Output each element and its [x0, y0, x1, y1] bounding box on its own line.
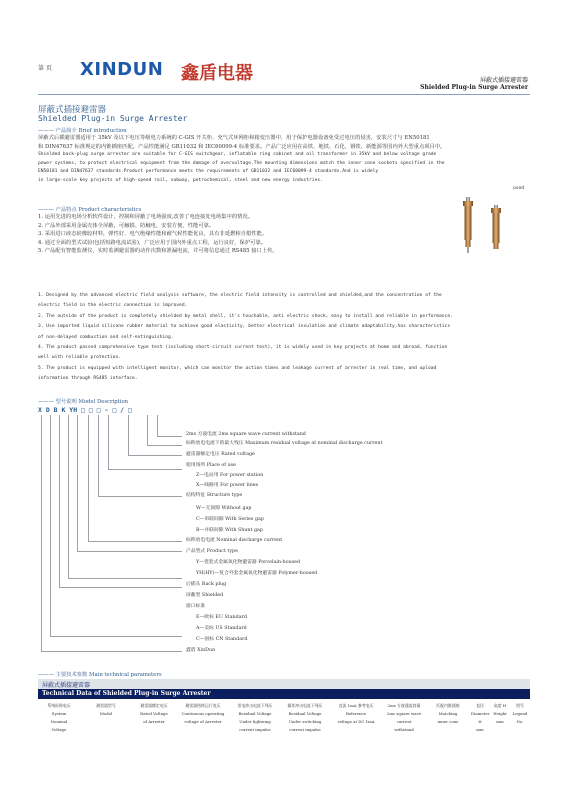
feature-en-line: 2. The outside of the product is completely shielded by metal shell, it's touchable, anti electric shock, easy to install and reliable in performance. — [38, 313, 453, 319]
table-header-cell: 直径 Diameter Φ mm — [471, 703, 490, 732]
tree-vline — [128, 415, 129, 455]
features-heading: ——— 产品特点 Product characteristics — [38, 207, 142, 213]
brief-en-line: Shielded back-plug surge arrester are suitable for C-GIS switchgear, inflatable ring cabinet and oil transformer in 35kV and below voltage grade — [38, 152, 437, 158]
tree-vline — [59, 415, 60, 587]
model-label: 后插头 Back plug — [186, 582, 227, 587]
tree-hline — [157, 436, 182, 437]
tree-hline — [59, 587, 182, 588]
arrester-right — [491, 205, 501, 249]
table-header-cell: 避雷器型号 Model — [96, 703, 116, 716]
brand-logo-en: XINDUN — [80, 59, 164, 80]
table-header-cell: 匹配内锥插座 Matching inner cone — [436, 703, 460, 724]
feature-cn-item: 3. 采用进口液态硅橡胶材料，弹性好、电气绝缘性能和耐气候性能优良，具有非延燃和自熄性能。 — [38, 231, 268, 238]
tree-vline — [147, 415, 148, 445]
header-title-en: Shielded Plug-in Surge Arrester — [420, 84, 528, 91]
brief-intro-text — [38, 134, 445, 186]
model-label: 结构特征 Structure type — [186, 493, 243, 498]
table-header-cell: 系统标称电压 System Nominal Voltage — [47, 703, 71, 732]
model-label: 避雷器额定电压 Rated voltage — [186, 452, 255, 457]
feature-en-line: of non-delayed combustion and self-extinguishing. — [38, 334, 174, 340]
table-header-cell: 雷电冲击电流下残压 Residual Voltage Under lightning current impulse — [237, 703, 273, 732]
tree-vline — [98, 415, 99, 496]
model-label: 2ms 方波电流 2ms square wave current withstand — [186, 432, 306, 437]
tree-vline — [41, 415, 42, 651]
model-label: W—无间隙 Without gap — [196, 506, 252, 511]
feature-cn-item: 1. 运用先进的电场分析软件设计，控制和屏蔽了电场强度,改善了电连接处电场集中的情况。 — [38, 214, 254, 220]
feature-en-line: 5. The product is equipped with intelligent monitor, which can monitor the action times and leakage current of arrester in real time, and upload — [38, 365, 437, 371]
tech-table-grid — [38, 702, 530, 734]
features-cn-list — [38, 213, 278, 256]
tree-vline — [50, 415, 51, 636]
brief-cn-line: 和 DIN47637 标准规定的内锥插座匹配。产品性能满足 GB11032 和 IEC60099-4 标准要求。产品广泛应用在高铁、地铁、石化、钢铁、新能源等国内外大型重点项目中。 — [38, 143, 446, 150]
header-divider — [38, 94, 530, 95]
tech-bar-cn-text: 屏蔽式插接避雷器 — [42, 682, 91, 689]
table-header-cell: 高度 H Height mm — [493, 703, 507, 724]
brief-intro-heading: ——— 产品简介 Brief introduction — [38, 128, 127, 134]
table-header-cell: 操作冲击电流下残压 Residual Voltage Under switching current impulse — [287, 703, 323, 732]
section-title-en: Shielded Plug-in Surge Arrester — [38, 114, 188, 123]
product-image — [452, 195, 512, 255]
tree-hline — [88, 541, 182, 542]
tree-vline — [88, 415, 89, 541]
tree-vline — [77, 415, 78, 551]
section-title-cn: 屏蔽式插接避雷器 — [38, 105, 107, 115]
model-label: B—并联间隙 With Shunt gap — [196, 528, 263, 533]
tree-hline — [147, 445, 182, 446]
tree-hline — [98, 496, 182, 497]
model-label: 标称放电电流 Nominal discharge current — [186, 538, 283, 543]
model-label: YH(HY)—复合外套金属氧化物避雷器 Polymer-housed — [196, 571, 318, 576]
brand-logo-cn: 鑫盾电器 — [181, 63, 253, 84]
model-heading: ——— 型号说明 Model Description — [38, 399, 129, 405]
tree-hline — [50, 636, 182, 637]
brief-en-trailing-word: used — [513, 186, 525, 191]
tree-hline — [128, 455, 182, 456]
brief-en-line: power systems, to protect electrical equipment from the damage of overvoltage.The mounting dimensions match the inner cone sockets specified in the — [38, 160, 445, 166]
feature-cn-item: 2. 产品外部采用金属壳体全屏蔽，可触摸、防触电，安装方便，性能可靠。 — [38, 222, 215, 229]
arrester-left — [463, 197, 473, 253]
feature-cn-item: 5. 产品配有智能监测仪，实时监测避雷器的动作次数和泄漏电流，并可将信息通过 RS485 接口上传。 — [38, 248, 278, 255]
tree-hline — [77, 551, 182, 552]
model-label: Y—瓷套式金属氧化物避雷器 Porcelain-housed — [196, 560, 301, 565]
brief-cn-line: 屏蔽式后插避雷器适用于 35kV 及以下电压等级电力系统的 C-GIS 开关柜、充气式环网柜和箱变压器中，用于保护电器设备免受过电压的侵害，安装尺寸与 EN50181 — [38, 135, 430, 141]
feature-en-line: 3. Use imported liquid silicone rubber material to achieve good elasticity, better electrical insulation and climate adaptability,has characteristics — [38, 324, 451, 330]
features-en-list — [38, 291, 453, 385]
model-label: 使用场所 Place of use — [186, 463, 236, 468]
model-code: X D B K YH □ □ □ - □ / □ — [38, 406, 132, 414]
table-header-cell: 避雷器额定电压 Rated Voltage of Arrester — [140, 703, 168, 724]
model-label: X—线路用 For power lines — [196, 483, 259, 488]
feature-en-line: electric field in the electric connection is improved. — [38, 303, 188, 309]
table-header-row — [38, 702, 530, 734]
feature-en-line: well with reliable protection. — [38, 355, 121, 361]
header-title-cn: 屏蔽式插接避雷器 — [479, 77, 528, 84]
tech-bar-en-text: Technical Data of Shielded Plug-in Surge Arrester — [42, 690, 211, 697]
tree-hline — [68, 578, 182, 579]
page-label: 第 页 — [38, 65, 52, 72]
tech-bar-en — [38, 689, 530, 699]
tree-vline — [68, 415, 69, 578]
tech-bar-cn — [38, 679, 530, 689]
table-header-cell: 2ms 方波通流容量 2ms square wave current withstand — [386, 703, 422, 732]
model-label: 接口标准 — [186, 604, 206, 609]
table-header-cell: 图号 Legend No. — [512, 703, 528, 724]
model-label: A—美标 US Standard — [196, 626, 247, 631]
feature-cn-item: 4. 通过全面的型式试验(包括短路电流试验)，广泛应用于国内外重点工程，运行良好，保护可靠。 — [38, 239, 267, 246]
brief-en-line: in large-scale key projects of high-speed rail, subway, petrochemical, steel and new energy industries. — [38, 177, 323, 183]
model-label: 产品型式 Product type — [186, 549, 238, 554]
table-header-cell: 避雷器持续运行电压 Continuous operating voltage of Arrester — [181, 703, 225, 724]
feature-en-line: information through RS485 interface. — [38, 376, 138, 382]
tree-hline — [41, 651, 182, 652]
model-label: 标称放电电流下的最大残压 Maximum residual voltage at nominal discharge current — [186, 441, 383, 446]
model-label: E—欧标 EU Standard — [196, 615, 247, 620]
model-label: C—国标 CN Standard — [196, 637, 248, 642]
model-label: 屏蔽型 Shielded — [186, 593, 224, 598]
tree-vline — [157, 415, 158, 436]
tree-hline — [108, 469, 182, 470]
table-header-cell: 直流 1mA 参考电压 Reference voltage at DC 1mA — [337, 703, 375, 724]
tech-table — [38, 702, 530, 734]
feature-en-line: 4. The product passed comprehensive type test (including short-circuit current test), it is widely used in key projects at home and abroad, function — [38, 345, 448, 351]
tech-heading: ——— 主要技术参数 Main technical parameters — [38, 672, 162, 678]
feature-en-line: 1. Designed by the advanced electric field analysis software, the electric field intensity is controlled and shielded,and the concentration of the — [38, 293, 442, 298]
model-label: C—串联间隙 With Series gap — [196, 517, 264, 522]
brief-en-line: EN50181 and DIN47637 standards.Product performance meets the requirements of GB11032 and IEC60099-4 standards.And is widely — [38, 169, 379, 175]
model-label: Z—电站用 For power station — [196, 473, 264, 478]
tree-vline — [108, 415, 109, 469]
model-label: 鑫盾 XinDun — [186, 648, 216, 653]
